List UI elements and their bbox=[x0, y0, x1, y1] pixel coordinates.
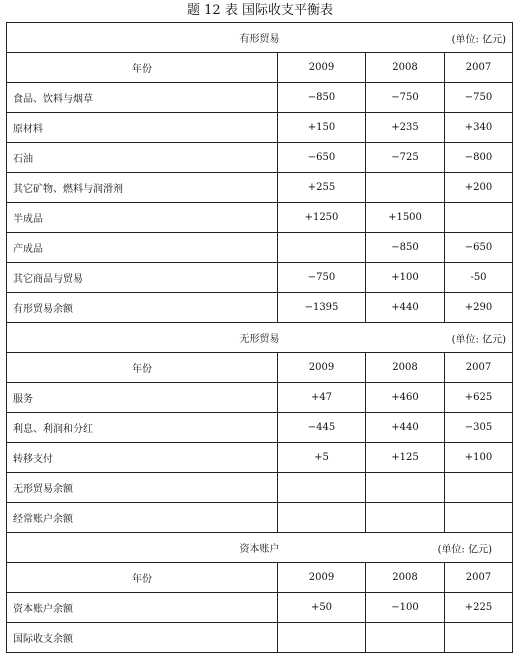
row-label: 石油 bbox=[7, 143, 278, 173]
section-title: 有形贸易 bbox=[239, 34, 280, 45]
value-cell bbox=[366, 473, 445, 503]
year-header: 年份 bbox=[7, 353, 278, 383]
value-cell: −800 bbox=[445, 143, 513, 173]
value-cell: +100 bbox=[366, 263, 445, 293]
section-title: 资本账户 bbox=[239, 544, 280, 555]
value-cell: +100 bbox=[445, 443, 513, 473]
column-header-row bbox=[7, 563, 513, 593]
row-label: 食品、饮料与烟草 bbox=[7, 83, 278, 113]
value-cell: +225 bbox=[445, 593, 513, 623]
table-row bbox=[7, 593, 513, 623]
table-row bbox=[7, 143, 513, 173]
value-cell: −750 bbox=[278, 263, 366, 293]
row-label: 有形贸易余额 bbox=[7, 293, 278, 323]
year-column-header: 2007 bbox=[445, 353, 513, 383]
unit-note: (单位: 亿元) bbox=[437, 544, 492, 555]
value-cell bbox=[278, 233, 366, 263]
year-column-header: 2008 bbox=[366, 353, 445, 383]
year-column-header: 2007 bbox=[445, 53, 513, 83]
value-cell: −100 bbox=[366, 593, 445, 623]
year-column-header: 2009 bbox=[278, 53, 366, 83]
table-row bbox=[7, 203, 513, 233]
row-label: 资本账户余额 bbox=[7, 593, 278, 623]
table-row bbox=[7, 293, 513, 323]
row-label: 产成品 bbox=[7, 233, 278, 263]
year-column-header: 2009 bbox=[278, 353, 366, 383]
row-label: 利息、利润和分红 bbox=[7, 413, 278, 443]
value-cell bbox=[278, 473, 366, 503]
value-cell: −725 bbox=[366, 143, 445, 173]
value-cell: +1250 bbox=[278, 203, 366, 233]
table-row bbox=[7, 443, 513, 473]
value-cell: +47 bbox=[278, 383, 366, 413]
table-row bbox=[7, 113, 513, 143]
value-cell: +50 bbox=[278, 593, 366, 623]
year-column-header: 2008 bbox=[366, 563, 445, 593]
unit-note: (单位: 亿元) bbox=[451, 34, 506, 45]
capital-account-section-header bbox=[7, 533, 513, 563]
value-cell: −445 bbox=[278, 413, 366, 443]
value-cell: +125 bbox=[366, 443, 445, 473]
balance-of-payments-table bbox=[6, 22, 513, 653]
value-cell: −750 bbox=[366, 83, 445, 113]
value-cell: +440 bbox=[366, 293, 445, 323]
table-row bbox=[7, 623, 513, 653]
value-cell bbox=[445, 203, 513, 233]
table-row bbox=[7, 263, 513, 293]
value-cell: −750 bbox=[445, 83, 513, 113]
value-cell: +235 bbox=[366, 113, 445, 143]
unit-note: (单位: 亿元) bbox=[451, 334, 506, 345]
value-cell: −650 bbox=[278, 143, 366, 173]
value-cell bbox=[278, 623, 366, 653]
value-cell: −1395 bbox=[278, 293, 366, 323]
value-cell: −850 bbox=[366, 233, 445, 263]
year-column-header: 2008 bbox=[366, 53, 445, 83]
row-label: 转移支付 bbox=[7, 443, 278, 473]
section-title: 无形贸易 bbox=[239, 334, 280, 345]
value-cell bbox=[445, 503, 513, 533]
year-column-header: 2007 bbox=[445, 563, 513, 593]
row-label: 原材料 bbox=[7, 113, 278, 143]
value-cell: +290 bbox=[445, 293, 513, 323]
value-cell: +1500 bbox=[366, 203, 445, 233]
row-label: 无形贸易余额 bbox=[7, 473, 278, 503]
value-cell bbox=[366, 623, 445, 653]
intangible-trade-section-header bbox=[7, 323, 513, 353]
value-cell bbox=[366, 173, 445, 203]
row-label: 国际收支余额 bbox=[7, 623, 278, 653]
row-label: 其它矿物、燃料与润滑剂 bbox=[7, 173, 278, 203]
value-cell: +340 bbox=[445, 113, 513, 143]
column-header-row bbox=[7, 353, 513, 383]
row-label: 经常账户余额 bbox=[7, 503, 278, 533]
value-cell: −850 bbox=[278, 83, 366, 113]
table-row bbox=[7, 383, 513, 413]
year-header: 年份 bbox=[7, 53, 278, 83]
value-cell: +625 bbox=[445, 383, 513, 413]
table-title: 题 12 表 国际收支平衡表 bbox=[187, 3, 333, 18]
value-cell bbox=[445, 623, 513, 653]
year-header: 年份 bbox=[7, 563, 278, 593]
value-cell: −305 bbox=[445, 413, 513, 443]
value-cell bbox=[278, 503, 366, 533]
row-label: 其它商品与贸易 bbox=[7, 263, 278, 293]
year-column-header: 2009 bbox=[278, 563, 366, 593]
tangible-trade-section-header bbox=[7, 23, 513, 53]
table-row bbox=[7, 83, 513, 113]
value-cell: +5 bbox=[278, 443, 366, 473]
table-row bbox=[7, 503, 513, 533]
table-row bbox=[7, 413, 513, 443]
value-cell: +150 bbox=[278, 113, 366, 143]
row-label: 半成品 bbox=[7, 203, 278, 233]
value-cell bbox=[366, 503, 445, 533]
value-cell: +440 bbox=[366, 413, 445, 443]
value-cell bbox=[445, 473, 513, 503]
column-header-row bbox=[7, 53, 513, 83]
value-cell: +200 bbox=[445, 173, 513, 203]
row-label: 服务 bbox=[7, 383, 278, 413]
table-row bbox=[7, 473, 513, 503]
value-cell: -50 bbox=[445, 263, 513, 293]
value-cell: −650 bbox=[445, 233, 513, 263]
table-row bbox=[7, 173, 513, 203]
table-row bbox=[7, 233, 513, 263]
value-cell: +255 bbox=[278, 173, 366, 203]
value-cell: +460 bbox=[366, 383, 445, 413]
